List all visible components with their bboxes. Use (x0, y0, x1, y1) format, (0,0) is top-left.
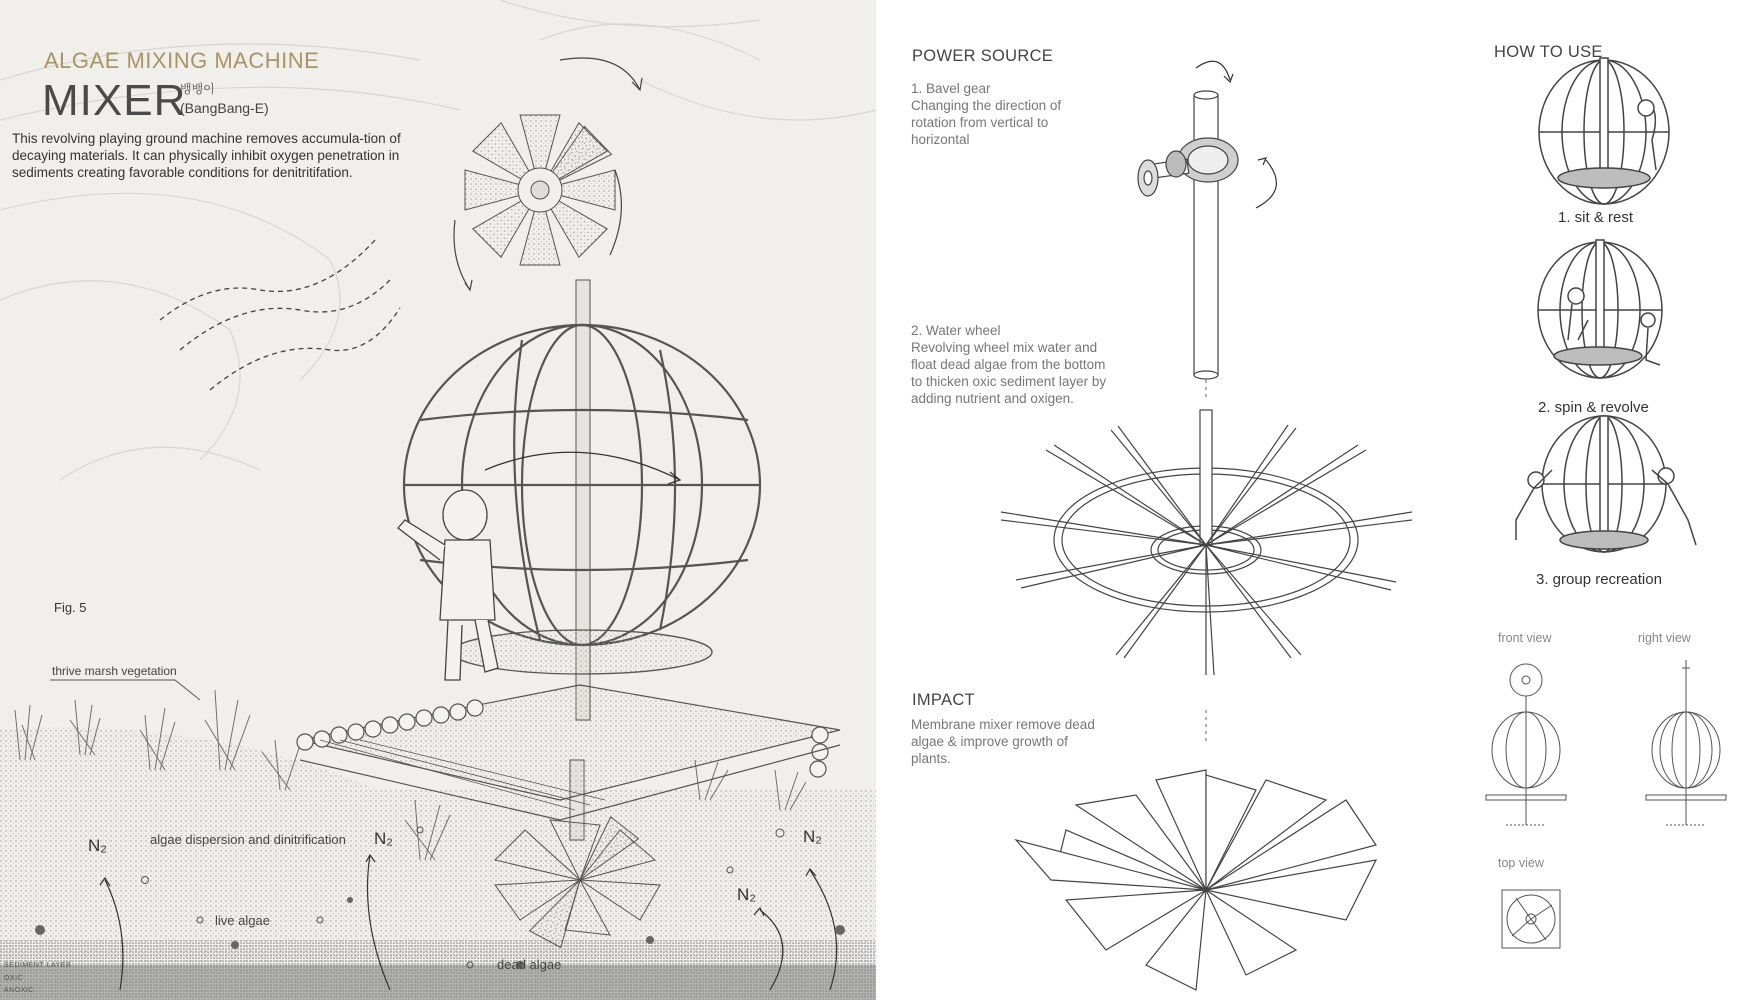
right-view-label: right view (1638, 631, 1691, 645)
power-source-heading: POWER SOURCE (912, 47, 1054, 65)
front-view-label: front view (1498, 631, 1552, 645)
impact-text: Membrane mixer remove dead algae & improve growth of plants. (911, 717, 1095, 766)
anoxic-label: ANOXIC (4, 987, 34, 994)
annotation-marsh: thrive marsh vegetation (52, 664, 177, 678)
sediment-layer-label: SEDIMENT LAYER (4, 962, 72, 969)
power-item1-text: Changing the direction of rotation from vertical to horizontal (911, 98, 1062, 147)
machine-subtitle: ALGAE MIXING MACHINE (44, 48, 320, 73)
korean-name: 뱅뱅이 (180, 82, 215, 96)
n2-label: N₂ (88, 836, 107, 855)
leader-lines (50, 680, 200, 700)
sediment-bottom (0, 965, 876, 1000)
howto-sphere-2 (1538, 240, 1662, 378)
machine-description: This revolving playing ground machine removes accumula-tion of decaying materials. It can physically inhibit oxygen penetration in sediments creating favorable conditions for denitritifation. (12, 131, 401, 180)
step-1-caption: 1. sit & rest (1558, 209, 1634, 226)
machine-title: MIXER (42, 76, 187, 125)
annotation-dispersion: algae dispersion and dinitrification (150, 832, 346, 847)
right-panel (876, 0, 1750, 1000)
component-diagrams (876, 0, 1750, 1000)
annotation-dead-algae: dead algae (497, 957, 562, 972)
step-2-caption: 2. spin & revolve (1538, 399, 1649, 416)
windmill-rotor (465, 115, 617, 265)
power-item2-title: 2. Water wheel (911, 323, 1001, 338)
n2-label: N₂ (374, 829, 393, 848)
wind-lines (160, 240, 400, 390)
power-item2-text: Revolving wheel mix water and float dead algae from the bottom to thicken oxic sediment layer by adding nutrient and oxigen. (911, 340, 1107, 406)
power-item1-title: 1. Bavel gear (911, 81, 991, 96)
howto-sphere-3 (1516, 416, 1696, 552)
front-view-drawing (1486, 664, 1566, 825)
romanized-name: (BangBang-E) (180, 100, 269, 116)
impact-heading: IMPACT (912, 691, 975, 709)
person-figure (398, 490, 498, 680)
figure-label: Fig. 5 (54, 600, 87, 615)
annotation-live-algae: live algae (215, 913, 270, 928)
n2-label: N₂ (803, 827, 822, 846)
right-view-drawing (1646, 660, 1726, 825)
water-wheel-diagram (1001, 410, 1412, 675)
n2-label: N₂ (737, 885, 756, 904)
oxic-label: OXIC (4, 975, 24, 982)
how-to-use-heading: HOW TO USE (1494, 43, 1603, 61)
howto-sphere-1 (1539, 58, 1669, 204)
top-view-label: top view (1498, 856, 1544, 870)
membrane-mixer-diagram (1016, 770, 1376, 990)
step-3-caption: 3. group recreation (1536, 571, 1662, 588)
top-view-drawing (1502, 890, 1560, 948)
bevel-gear-diagram (1138, 91, 1238, 379)
